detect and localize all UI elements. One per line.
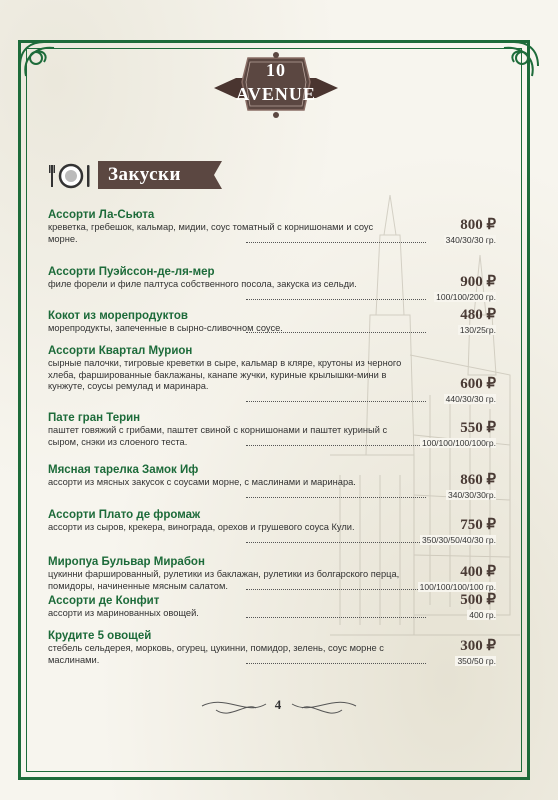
menu-item-name: Крудите 5 овощей [48,630,152,642]
menu-item [48,463,496,500]
menu-item-description: филе форели и филе палтуса собственного посола, закуска из сельди. [48,279,357,289]
menu-item-weight: 350/50 гр. [457,656,496,666]
menu-item-description: цукинни фаршированный, рулетики из баклажан, рулетики из болгарского перца, помидоры, начиненные мясным салатом. [48,569,400,591]
menu-item-name: Ассорти Ла-Сьюта [48,209,155,221]
menu-item-price: 400 ₽ [460,564,496,580]
menu-item-name: Пате гран Терин [48,412,141,424]
plate-fork-knife-icon [49,161,93,189]
menu-item [48,591,496,620]
section-title: Закуски [108,164,181,185]
menu-item-price: 480 ₽ [460,306,496,323]
menu-item-weight: 340/30/30 гр. [445,235,496,245]
menu-item-weight: 400 гр. [469,609,496,620]
menu-item [48,265,496,302]
menu-item-description: ассорти из маринованных овощей. [48,608,199,618]
menu-item-description-wrap [48,477,496,489]
menu-item-name: Кокот из морепродуктов [48,310,189,322]
menu-item-weight: 440/30/30 гр. [445,394,496,404]
menu-item-description: ассорти из мясных закусок с соусами морне, с маслинами и маринара. [48,477,356,487]
menu-item-price: 300 ₽ [460,638,496,654]
menu-item-description: креветка, гребешок, кальмар, мидии, соус томатный с корнишонами и соус морне. [48,222,374,244]
menu-item-description-wrap [48,608,496,620]
menu-item-description: стебель сельдерея, морковь, огурец, цукинни, помидор, зелень, соус морне с маслинами. [48,643,384,665]
menu-item-name: Ассорти де Конфит [48,595,160,607]
logo-number: 10 [266,60,286,80]
dotted-leader [246,663,426,664]
menu-item [48,508,496,545]
menu-item-name: Ассорти Пуэйссон-де-ля-мер [48,266,215,278]
menu-item-weight: 340/30/30гр. [447,490,496,500]
menu-item-description-wrap [48,323,496,335]
menu-item [48,208,496,245]
menu-item-price: 900 ₽ [460,274,496,290]
menu-item-price: 550 ₽ [460,420,496,436]
menu-item-weight: 350/30/50/40/30 гр. [422,535,496,545]
menu-item-weight: 100/100/200 гр. [436,292,496,302]
dotted-leader [246,299,426,300]
corner-ornament-top-left [14,36,74,96]
menu-item-name: Мясная тарелка Замок Иф [48,464,199,476]
dotted-leader [246,589,426,590]
menu-item-description: морепродукты, запеченные в сырно-сливочном соусе. [48,323,283,333]
menu-item-weight: 100/100/100/100гр. [421,438,496,448]
dotted-leader [246,401,426,402]
menu-item-name: Миропуа Бульвар Мирабон [48,556,205,568]
menu-item-name: Ассорти Плато де фромаж [48,509,201,521]
menu-item-price: 600 ₽ [460,376,496,392]
dotted-leader [246,332,426,333]
menu-item [48,555,496,592]
menu-item-price: 750 ₽ [460,517,496,533]
menu-item [48,629,496,666]
menu-item [48,306,496,335]
menu-item-price: 800 ₽ [460,217,496,233]
menu-item-description-wrap [48,358,496,393]
menu-item-description-wrap [48,522,496,534]
dotted-leader [246,542,426,543]
menu-item-description-wrap [48,279,496,291]
menu-item-description: ассорти из сыров, крекера, винограда, орехов и грушевого соуса Кули. [48,522,355,532]
menu-item-description: сырные палочки, тигровые креветки в сыре, кальмар в кляре, крутоны из черного хлеба, фаршированные баклажаны, канапе жучки, куриные крылышки-мини в кунжуте, соусы ремулад и маринара. [48,358,402,391]
menu-item-price: 860 ₽ [460,472,496,488]
menu-item-weight: 100/100/100/100 гр. [419,582,496,592]
dotted-leader [246,497,426,498]
menu-item-description: паштет говяжий с грибами, паштет свиной с корнишонами и паштет куриный с сыром, снэки из слоеного теста. [48,425,388,447]
dotted-leader [246,617,426,618]
logo-10-avenue [206,52,346,118]
dotted-leader [246,445,426,446]
logo-word: AVENUE [236,84,316,104]
page-number: 4 [274,697,282,712]
menu-item-price: 500 ₽ [460,591,496,608]
corner-ornament-top-right [484,36,544,96]
menu-item-weight: 130/25гр. [459,324,496,335]
menu-item-name: Ассорти Квартал Мурион [48,345,193,357]
menu-item [48,344,496,404]
dotted-leader [246,242,426,243]
menu-item [48,411,496,448]
